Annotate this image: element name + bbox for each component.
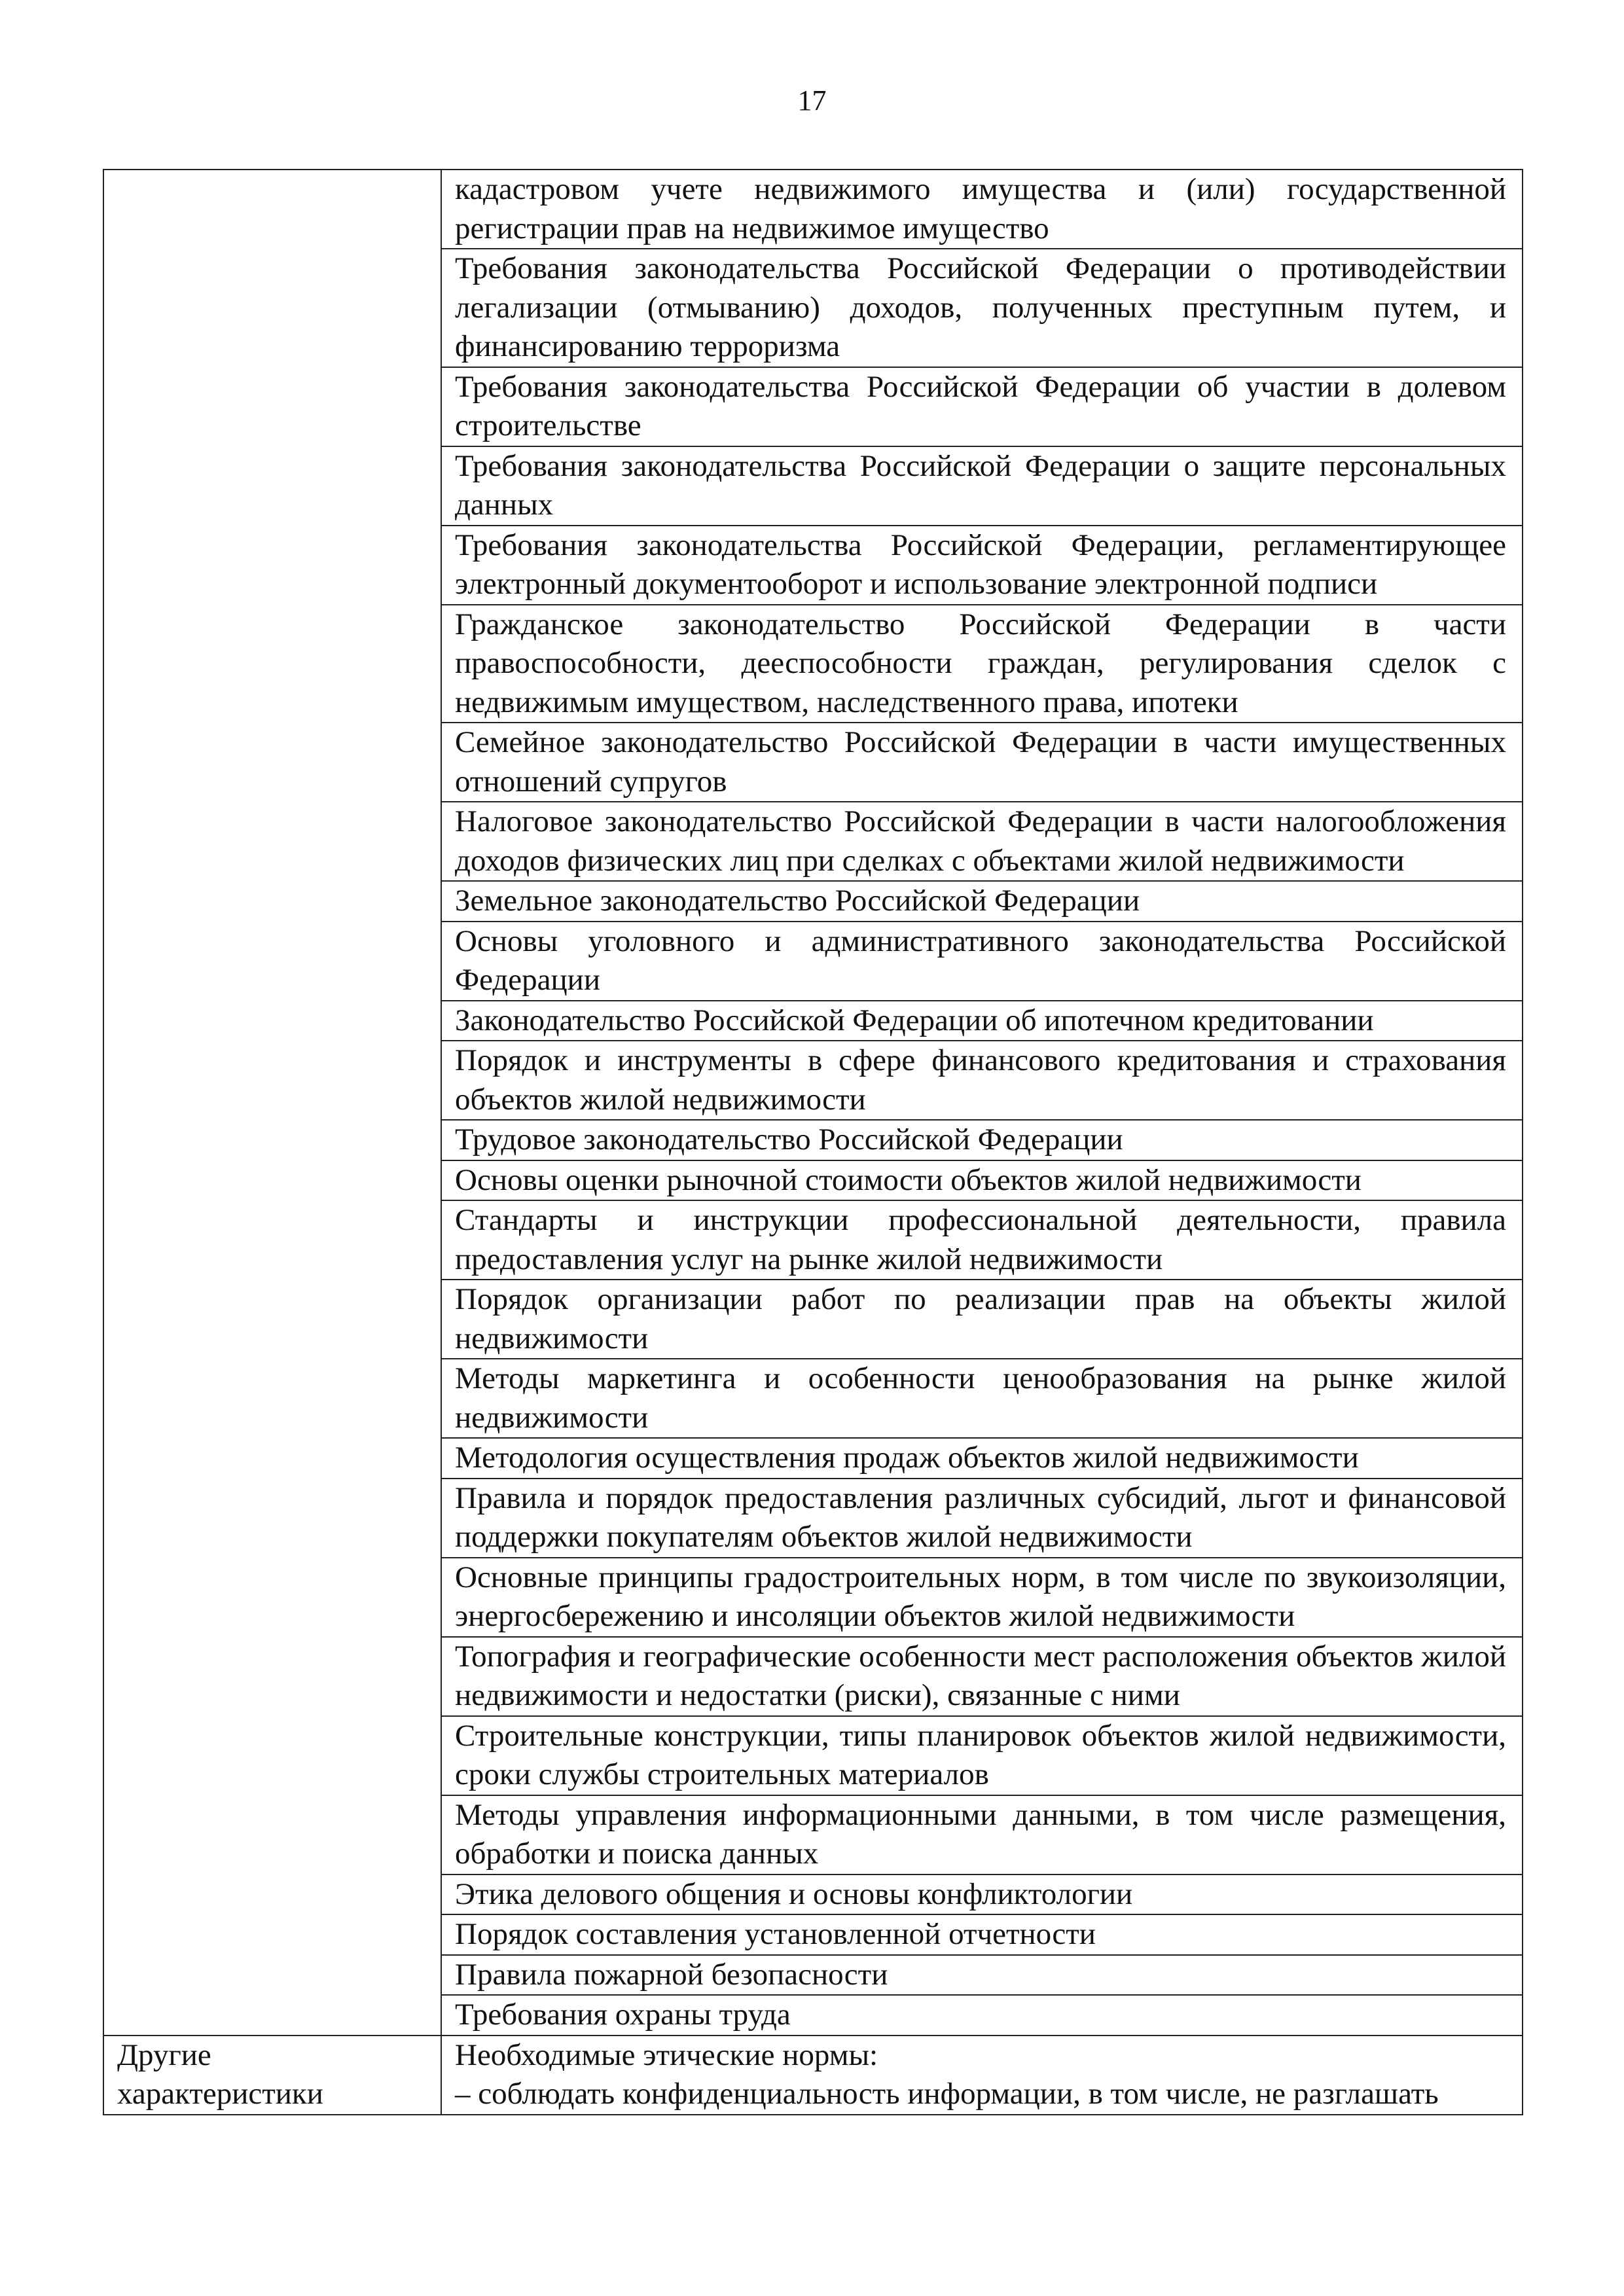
knowledge-item: Основы оценки рыночной стоимости объектов жилой недвижимости bbox=[441, 1160, 1523, 1201]
knowledge-item: Требования законодательства Российской Федерации о противодействии легализации (отмыванию) доходов, полученных преступным путем, и финансированию терроризма bbox=[441, 249, 1523, 367]
knowledge-item: кадастровом учете недвижимого имущества и (или) государственной регистрации прав на недвижимое имущество bbox=[441, 170, 1523, 249]
knowledge-item: Правила и порядок предоставления различных субсидий, льгот и финансовой поддержки покупателям объектов жилой недвижимости bbox=[441, 1479, 1523, 1558]
other-characteristics-text bbox=[441, 2036, 1523, 2115]
knowledge-item: Требования законодательства Российской Федерации о защите персональных данных bbox=[441, 446, 1523, 526]
knowledge-item: Основы уголовного и административного законодательства Российской Федерации bbox=[441, 922, 1523, 1001]
knowledge-item: Порядок составления установленной отчетности bbox=[441, 1914, 1523, 1955]
ethical-norms-heading: Необходимые этические нормы: bbox=[455, 2037, 878, 2072]
other-characteristics-label bbox=[103, 2036, 441, 2115]
knowledge-item: Гражданское законодательство Российской Федерации в части правоспособности, дееспособности граждан, регулирования сделок с недвижимым имуществом, наследственного права, ипотеки bbox=[441, 605, 1523, 723]
table-row bbox=[103, 170, 1523, 249]
knowledge-item: Трудовое законодательство Российской Федерации bbox=[441, 1120, 1523, 1160]
knowledge-item: Порядок организации работ по реализации прав на объекты жилой недвижимости bbox=[441, 1280, 1523, 1359]
other-label-line2: характеристики bbox=[117, 2077, 323, 2111]
other-label-line1: Другие bbox=[117, 2037, 211, 2072]
table-row-other-characteristics bbox=[103, 2036, 1523, 2115]
knowledge-item: Топография и географические особенности мест расположения объектов жилой недвижимости и недостатки (риски), связанные с ними bbox=[441, 1637, 1523, 1716]
knowledge-item: Требования законодательства Российской Федерации, регламентирующее электронный документооборот и использование электронной подписи bbox=[441, 526, 1523, 605]
knowledge-item: Требования законодательства Российской Федерации об участии в долевом строительстве bbox=[441, 367, 1523, 446]
knowledge-item: Требования охраны труда bbox=[441, 1995, 1523, 2036]
characteristic-label-cell-empty bbox=[103, 170, 441, 2036]
knowledge-item: Стандарты и инструкции профессиональной деятельности, правила предоставления услуг на рынке жилой недвижимости bbox=[441, 1200, 1523, 1280]
knowledge-item: Законодательство Российской Федерации об ипотечном кредитовании bbox=[441, 1001, 1523, 1041]
knowledge-item: Налоговое законодательство Российской Федерации в части налогообложения доходов физических лиц при сделках с объектами жилой недвижимости bbox=[441, 802, 1523, 881]
knowledge-item: Земельное законодательство Российской Федерации bbox=[441, 881, 1523, 922]
ethical-norm-item: – соблюдать конфиденциальность информации, в том числе, не разглашать bbox=[455, 2077, 1439, 2111]
knowledge-item: Семейное законодательство Российской Федерации в части имущественных отношений супругов bbox=[441, 723, 1523, 802]
knowledge-item: Методы маркетинга и особенности ценообразования на рынке жилой недвижимости bbox=[441, 1359, 1523, 1438]
knowledge-table bbox=[103, 169, 1523, 2115]
knowledge-item: Основные принципы градостроительных норм, в том числе по звукоизоляции, энергосбережению и инсоляции объектов жилой недвижимости bbox=[441, 1558, 1523, 1637]
page-number: 17 bbox=[797, 84, 827, 117]
knowledge-item: Методы управления информационными данными, в том числе размещения, обработки и поиска данных bbox=[441, 1795, 1523, 1874]
knowledge-item: Правила пожарной безопасности bbox=[441, 1955, 1523, 1996]
knowledge-table-body bbox=[103, 170, 1523, 2115]
knowledge-item: Порядок и инструменты в сфере финансового кредитования и страхования объектов жилой недвижимости bbox=[441, 1041, 1523, 1120]
knowledge-item: Строительные конструкции, типы планировок объектов жилой недвижимости, сроки службы строительных материалов bbox=[441, 1716, 1523, 1795]
knowledge-item: Методология осуществления продаж объектов жилой недвижимости bbox=[441, 1438, 1523, 1479]
knowledge-item: Этика делового общения и основы конфликтологии bbox=[441, 1874, 1523, 1915]
